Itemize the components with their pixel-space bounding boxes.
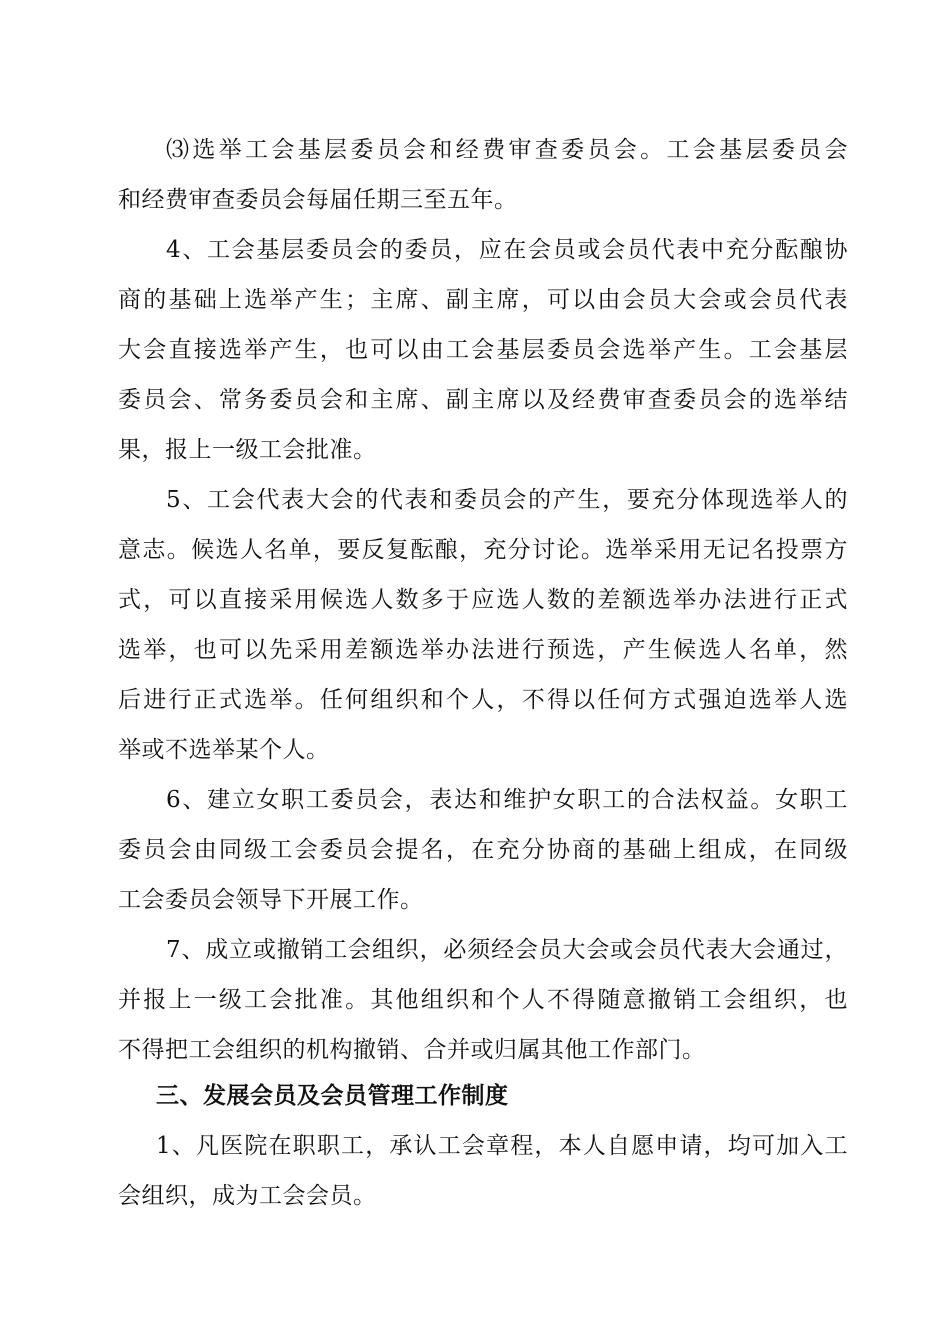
section-paragraph-1-line-2: 会组织，成为工会会员。: [118, 1183, 377, 1209]
paragraph-4-line-3: 大会直接选举产生，也可以由工会基层委员会选举产生。工会基层: [118, 337, 848, 363]
paragraph-6-line-2: 委员会由同级工会委员会提名，在充分协商的基础上组成，在同级: [118, 837, 848, 863]
paragraph-5-line-5: 后进行正式选举。任何组织和个人，不得以任何方式强迫选举人选: [118, 687, 848, 713]
section-heading: 三、发展会员及会员管理工作制度: [156, 1083, 509, 1109]
paragraph-4-line-5: 果，报上一级工会批准。: [118, 437, 377, 463]
paragraph-5-line-2: 意志。候选人名单，要反复酝酿，充分讨论。选举采用无记名投票方: [118, 537, 848, 563]
paragraph-3-line-1: ⑶选举工会基层委员会和经费审查委员会。工会基层委员会: [166, 137, 848, 163]
paragraph-7-line-3: 不得把工会组织的机构撤销、合并或归属其他工作部门。: [118, 1037, 706, 1063]
paragraph-5-line-1: 5、工会代表大会的代表和委员会的产生，要充分体现选举人的: [166, 487, 848, 513]
paragraph-5-line-4: 选举，也可以先采用差额选举办法进行预选，产生候选人名单，然: [118, 637, 848, 663]
paragraph-7-line-1: 7、成立或撤销工会组织，必须经会员大会或会员代表大会通过，: [166, 937, 848, 963]
paragraph-6-line-3: 工会委员会领导下开展工作。: [118, 887, 424, 913]
paragraph-4-line-2: 商的基础上选举产生；主席、副主席，可以由会员大会或会员代表: [118, 287, 848, 313]
paragraph-7-line-2: 并报上一级工会批准。其他组织和个人不得随意撤销工会组织，也: [118, 987, 848, 1013]
paragraph-4-line-1: 4、工会基层委员会的委员，应在会员或会员代表中充分酝酿协: [166, 237, 848, 263]
paragraph-4-line-4: 委员会、常务委员会和主席、副主席以及经费审查委员会的选举结: [118, 387, 848, 413]
paragraph-6-line-1: 6、建立女职工委员会，表达和维护女职工的合法权益。女职工: [166, 787, 848, 813]
paragraph-5-line-3: 式，可以直接采用候选人数多于应选人数的差额选举办法进行正式: [118, 587, 848, 613]
section-paragraph-1-line-1: 1、凡医院在职职工，承认工会章程，本人自愿申请，均可加入工: [156, 1133, 848, 1159]
paragraph-5-line-6: 举或不选举某个人。: [118, 737, 330, 763]
paragraph-3-line-2: 和经费审查委员会每届任期三至五年。: [118, 187, 518, 213]
